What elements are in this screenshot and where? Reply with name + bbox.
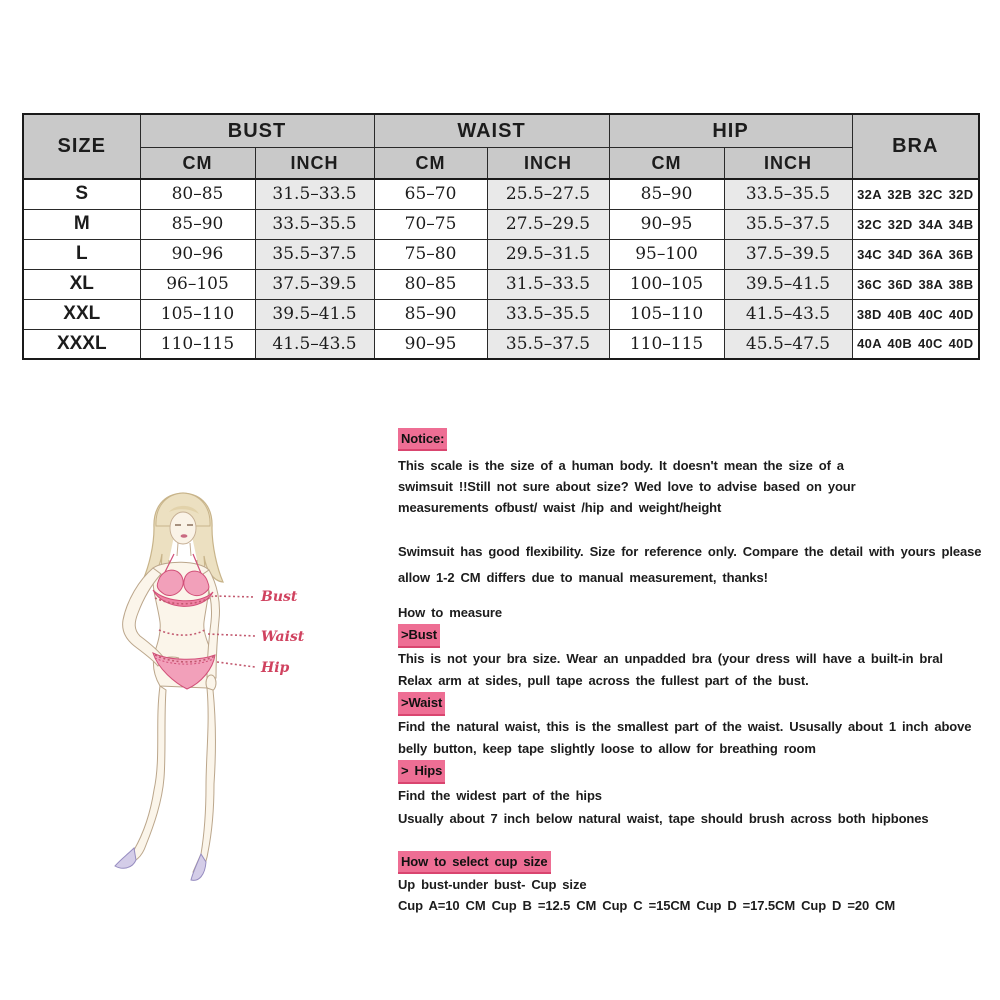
- cup-size-line: Up bust-under bust- Cup size: [398, 877, 587, 892]
- waist-inch-cell: 27.5–29.5: [487, 209, 609, 239]
- hips-heading: [398, 760, 983, 784]
- size-chart: [22, 113, 980, 360]
- size-label: M: [23, 209, 140, 239]
- notice-line: measurements ofbust/ waist /hip and weight/height: [398, 500, 722, 515]
- notice-line: swimsuit !!Still not sure about size? Wed love to advise based on your: [398, 479, 856, 494]
- header-hip: HIP: [609, 114, 852, 148]
- bust-heading: [398, 624, 983, 648]
- waist-inch-cell: 33.5–35.5: [487, 299, 609, 329]
- woman-sketch-illustration: [103, 490, 363, 892]
- waist-inch-cell: 31.5–33.5: [487, 269, 609, 299]
- hip-measure-label: Hip: [261, 660, 290, 676]
- neck: [177, 543, 191, 556]
- left-shoe: [115, 848, 136, 868]
- hips-instruction-line: Usually about 7 inch below natural waist, tape should brush across both hipbones: [398, 811, 929, 826]
- waist-cm-cell: 80–85: [374, 269, 487, 299]
- size-label: XXL: [23, 299, 140, 329]
- table-row-l: [23, 239, 979, 269]
- hip-inch-cell: 33.5–35.5: [724, 179, 852, 209]
- hip-leader-line: [217, 662, 255, 667]
- bust-heading-highlight: >Bust: [398, 624, 440, 648]
- size-label: XL: [23, 269, 140, 299]
- bust-inch-cell: 33.5–35.5: [255, 209, 374, 239]
- flexibility-line: allow 1-2 CM differs due to manual measurement, thanks!: [398, 570, 768, 585]
- bra-cell: 36C 36D 38A 38B: [852, 269, 979, 299]
- bra-cell: 32C 32D 34A 34B: [852, 209, 979, 239]
- bust-cm-cell: 105–110: [140, 299, 255, 329]
- bust-instruction-line: Relax arm at sides, pull tape across the fullest part of the bust.: [398, 673, 809, 688]
- waist-measure-label: Waist: [261, 629, 305, 645]
- cup-size-title-highlight: How to select cup size: [398, 851, 551, 874]
- left-leg: [126, 686, 166, 862]
- waist-cm-cell: 65–70: [374, 179, 487, 209]
- flexibility-paragraph: [398, 539, 983, 591]
- hip-cm-cell: 105–110: [609, 299, 724, 329]
- waist-inch-cell: 25.5–27.5: [487, 179, 609, 209]
- bust-cm-cell: 80–85: [140, 179, 255, 209]
- notice-title-highlight: Notice:: [398, 428, 447, 451]
- right-shoe: [191, 854, 206, 880]
- table-row-xxl: [23, 299, 979, 329]
- cup-size-section: [398, 851, 983, 916]
- bust-cm-cell: 90–96: [140, 239, 255, 269]
- lips: [181, 534, 188, 538]
- header-waist: WAIST: [374, 114, 609, 148]
- waist-instruction-line: belly button, keep tape slightly loose to allow for breathing room: [398, 741, 816, 756]
- hip-inch-cell: 37.5–39.5: [724, 239, 852, 269]
- header-hip-cm: CM: [609, 148, 724, 180]
- measurement-figure: [103, 490, 363, 892]
- bust-leader-line: [215, 596, 255, 597]
- hips-heading-highlight: > Hips: [398, 760, 445, 784]
- header-bust-cm: CM: [140, 148, 255, 180]
- hip-inch-cell: 41.5–43.5: [724, 299, 852, 329]
- bust-inch-cell: 31.5–33.5: [255, 179, 374, 209]
- waist-cm-cell: 75–80: [374, 239, 487, 269]
- hip-cm-cell: 85–90: [609, 179, 724, 209]
- bust-instruction-line: This is not your bra size. Wear an unpadded bra (your dress will have a built-in bral: [398, 651, 943, 666]
- bust-inch-cell: 41.5–43.5: [255, 329, 374, 359]
- bra-cell: 40A 40B 40C 40D: [852, 329, 979, 359]
- header-waist-inch: INCH: [487, 148, 609, 180]
- bra-cell: 32A 32B 32C 32D: [852, 179, 979, 209]
- bust-measure-label: Bust: [261, 589, 298, 605]
- bust-cm-cell: 110–115: [140, 329, 255, 359]
- hip-inch-cell: 39.5–41.5: [724, 269, 852, 299]
- waist-inch-cell: 35.5–37.5: [487, 329, 609, 359]
- waist-cm-cell: 70–75: [374, 209, 487, 239]
- hip-cm-cell: 90–95: [609, 209, 724, 239]
- header-bust: BUST: [140, 114, 374, 148]
- face: [170, 512, 196, 544]
- hips-instruction-line: Find the widest part of the hips: [398, 788, 602, 803]
- waist-cm-cell: 90–95: [374, 329, 487, 359]
- table-row-m: [23, 209, 979, 239]
- bust-cm-cell: 96–105: [140, 269, 255, 299]
- notice-line: This scale is the size of a human body. It doesn't mean the size of a: [398, 458, 844, 473]
- table-row-xxxl: [23, 329, 979, 359]
- how-to-measure-title: How to measure: [398, 605, 503, 620]
- cup-size-title: [398, 851, 983, 874]
- size-label: XXXL: [23, 329, 140, 359]
- bust-cm-cell: 85–90: [140, 209, 255, 239]
- table-row-xl: [23, 269, 979, 299]
- bust-inch-cell: 37.5–39.5: [255, 269, 374, 299]
- waist-heading-highlight: >Waist: [398, 692, 445, 716]
- bust-inch-cell: 39.5–41.5: [255, 299, 374, 329]
- waist-heading: [398, 692, 983, 716]
- header-size: SIZE: [23, 114, 140, 179]
- bra-cell: 34C 34D 36A 36B: [852, 239, 979, 269]
- bust-inch-cell: 35.5–37.5: [255, 239, 374, 269]
- header-bust-inch: INCH: [255, 148, 374, 180]
- waist-instruction-line: Find the natural waist, this is the smallest part of the waist. Ususally about 1 inch above: [398, 719, 972, 734]
- size-label: S: [23, 179, 140, 209]
- hip-cm-cell: 110–115: [609, 329, 724, 359]
- hip-inch-cell: 35.5–37.5: [724, 209, 852, 239]
- size-chart-table: [22, 113, 980, 360]
- waist-inch-cell: 29.5–31.5: [487, 239, 609, 269]
- hip-inch-cell: 45.5–47.5: [724, 329, 852, 359]
- header-hip-inch: INCH: [724, 148, 852, 180]
- header-waist-cm: CM: [374, 148, 487, 180]
- size-label: L: [23, 239, 140, 269]
- how-to-measure-section: [398, 602, 983, 830]
- notice-paragraph: [398, 455, 983, 518]
- hip-cm-cell: 100–105: [609, 269, 724, 299]
- table-row-s: [23, 179, 979, 209]
- waist-cm-cell: 85–90: [374, 299, 487, 329]
- header-bra: BRA: [852, 114, 979, 179]
- notice-title: [398, 428, 983, 451]
- cup-size-line: Cup A=10 CM Cup B =12.5 CM Cup C =15CM Cup D =17.5CM Cup D =20 CM: [398, 898, 896, 913]
- flexibility-line: Swimsuit has good flexibility. Size for reference only. Compare the detail with yours please: [398, 544, 982, 559]
- right-leg: [193, 688, 215, 872]
- notice-section: [398, 428, 983, 916]
- hip-cm-cell: 95–100: [609, 239, 724, 269]
- bra-cell: 38D 40B 40C 40D: [852, 299, 979, 329]
